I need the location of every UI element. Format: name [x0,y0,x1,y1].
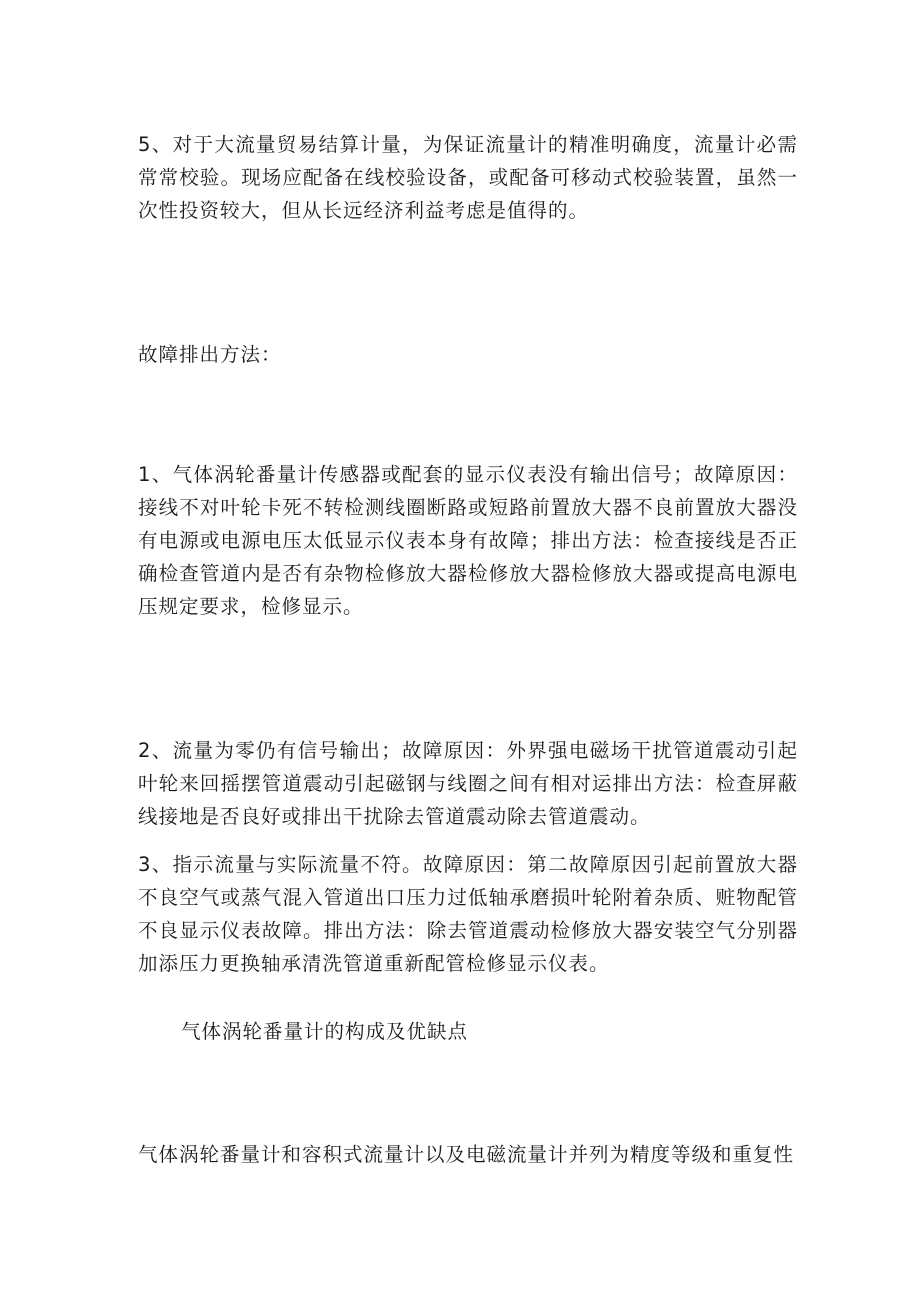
paragraph-intro: 气体涡轮番量计和容积式流量计以及电磁流量计并列为精度等级和重复性 [138,1143,795,1166]
paragraph-fault-1: 1、气体涡轮番量计传感器或配套的显示仪表没有输出信号；故障原因：接线不对叶轮卡死不转检测线圈断路或短路前置放大器不良前置放大器没有电源或电源电压太低显示仪表本身有故障；排出方法：检查接线是否正确检查管道内是否有杂物检修放大器检修放大器检修放大器或提高电源电压规定要求，检修显示。 [138,463,798,618]
section-title: 气体涡轮番量计的构成及优缺点 [181,1020,469,1043]
heading-troubleshooting: 故障排出方法： [138,343,282,366]
paragraph-calibration-note: 5、对于大流量贸易结算计量，为保证流量计的精准明确度，流量计必需常常校验。现场应配备在线校验设备，或配备可移动式校验装置，虽然一次性投资较大，但从长远经济利益考虑是值得的。 [138,133,798,222]
paragraph-fault-3: 3、指示流量与实际流量不符。故障原因：第二故障原因引起前置放大器不良空气或蒸气混入管道出口压力过低轴承磨损叶轮附着杂质、赃物配管不良显示仪表故障。排出方法：除去管道震动检修放大器安装空气分别器加添压力更换轴承清洗管道重新配管检修显示仪表。 [138,853,798,975]
paragraph-fault-2: 2、流量为零仍有信号输出；故障原因：外界强电磁场干扰管道震动引起叶轮来回摇摆管道震动引起磁钢与线圈之间有相对运排出方法：检查屏蔽线接地是否良好或排出干扰除去管道震动除去管道震动。 [138,739,798,828]
